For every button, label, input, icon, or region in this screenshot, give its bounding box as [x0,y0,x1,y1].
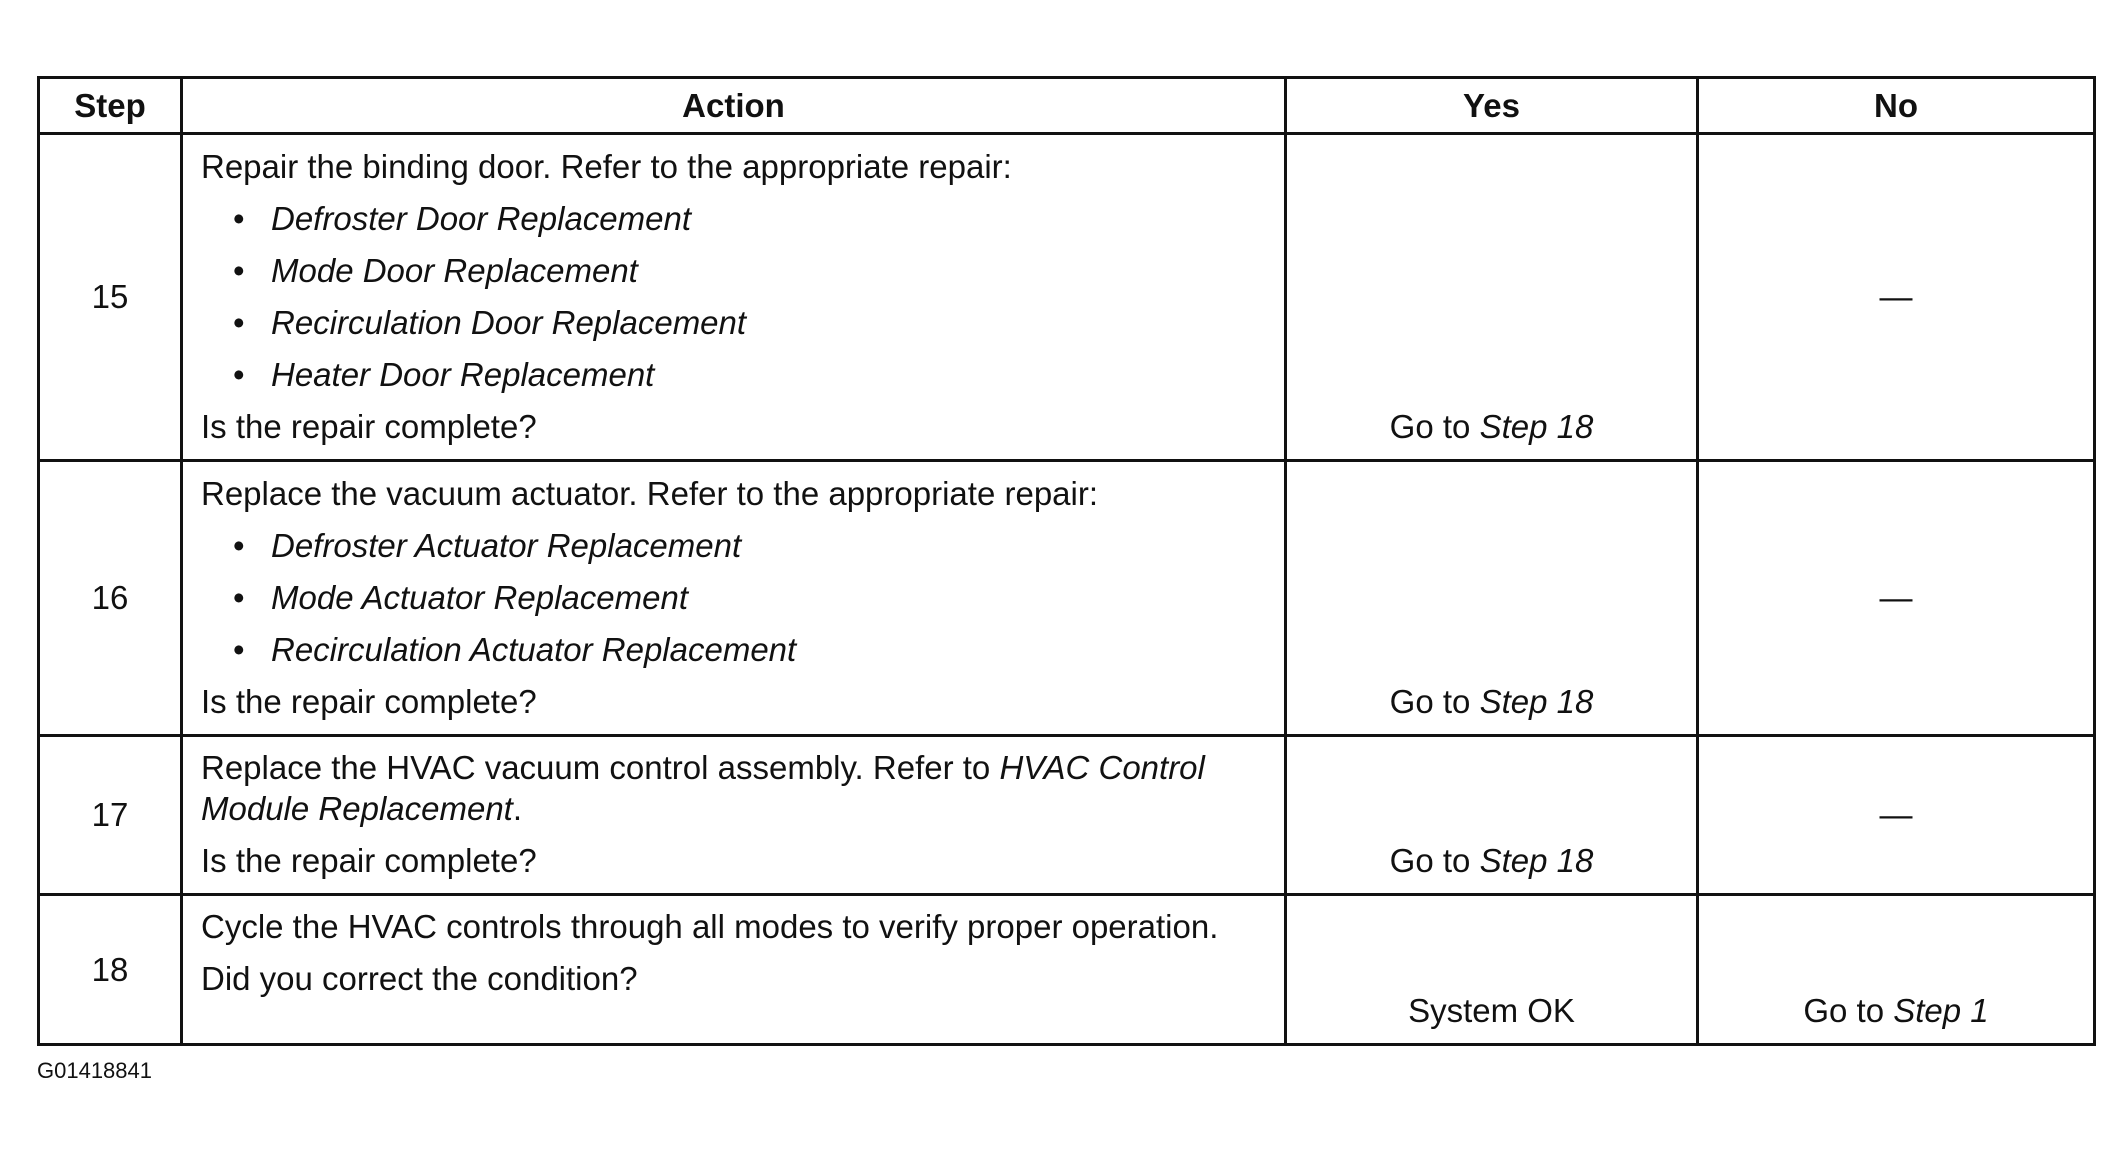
diagnostic-step-table [37,76,2096,1046]
procedure-document [37,76,2093,1046]
action-cell [182,895,1286,1045]
action-question: Is the repair complete? [201,683,537,720]
step-number: 18 [39,895,182,1045]
repair-list [201,520,1266,676]
list-item [201,520,1266,572]
list-item [201,297,1266,349]
no-cell [1698,895,2095,1045]
action-intro: Cycle the HVAC controls through all modes to verify proper operation. [201,908,1219,945]
repair-reference: HVAC Control Module Replacement [201,749,1205,827]
action-question: Is the repair complete? [201,408,537,445]
yes-prefix: Go to [1389,842,1480,879]
action-intro: Repair the binding door. Refer to the appropriate repair: [201,148,1012,185]
list-item [201,349,1266,401]
step-number: 15 [39,134,182,461]
repair-list [201,193,1266,401]
repair-reference: Mode Door Replacement [271,252,638,289]
bullet-icon: • [233,304,245,341]
step-number: 17 [39,736,182,895]
yes-cell [1286,461,1698,736]
yes-cell [1286,736,1698,895]
repair-reference: Defroster Door Replacement [271,200,692,237]
table-row [39,461,2095,736]
header-yes: Yes [1286,78,1698,134]
table-row [39,895,2095,1045]
header-row [39,78,2095,134]
bullet-icon: • [233,356,245,393]
no-cell [1698,736,2095,895]
action-cell [182,461,1286,736]
no-cell [1698,461,2095,736]
repair-reference: Mode Actuator Replacement [271,579,688,616]
bullet-icon: • [233,527,245,564]
header-action: Action [182,78,1286,134]
yes-step-reference: Step 18 [1479,683,1594,720]
action-question: Did you correct the condition? [201,960,638,997]
yes-cell [1286,134,1698,461]
yes-prefix: Go to [1389,683,1480,720]
table-row [39,134,2095,461]
action-intro-end: . [512,790,523,827]
step-number: 16 [39,461,182,736]
figure-id-label: G01418841 [37,1058,152,1083]
repair-reference: Recirculation Actuator Replacement [271,631,797,668]
no-prefix: Go to [1803,992,1894,1029]
list-item [201,572,1266,624]
yes-step-reference: Step 18 [1479,842,1594,879]
list-item [201,245,1266,297]
repair-reference: Defroster Actuator Replacement [271,527,742,564]
action-intro [201,743,1266,835]
yes-result: System OK [1408,992,1575,1029]
bullet-icon: • [233,631,245,668]
bullet-icon: • [233,252,245,289]
action-intro-text: Replace the HVAC vacuum control assembly. Refer to [201,749,1000,786]
table-row [39,736,2095,895]
action-cell [182,736,1286,895]
no-dash: — [1879,278,1913,315]
yes-prefix: Go to [1389,408,1480,445]
repair-reference: Heater Door Replacement [271,356,655,393]
bullet-icon: • [233,579,245,616]
header-step: Step [39,78,182,134]
no-step-reference: Step 1 [1893,992,1989,1029]
no-cell [1698,134,2095,461]
list-item [201,624,1266,676]
repair-reference: Recirculation Door Replacement [271,304,747,341]
action-question: Is the repair complete? [201,842,537,879]
action-intro: Replace the vacuum actuator. Refer to the appropriate repair: [201,475,1099,512]
yes-cell [1286,895,1698,1045]
no-dash: — [1879,579,1913,616]
header-no: No [1698,78,2095,134]
action-cell [182,134,1286,461]
yes-step-reference: Step 18 [1479,408,1594,445]
bullet-icon: • [233,200,245,237]
no-dash: — [1879,796,1913,833]
list-item [201,193,1266,245]
